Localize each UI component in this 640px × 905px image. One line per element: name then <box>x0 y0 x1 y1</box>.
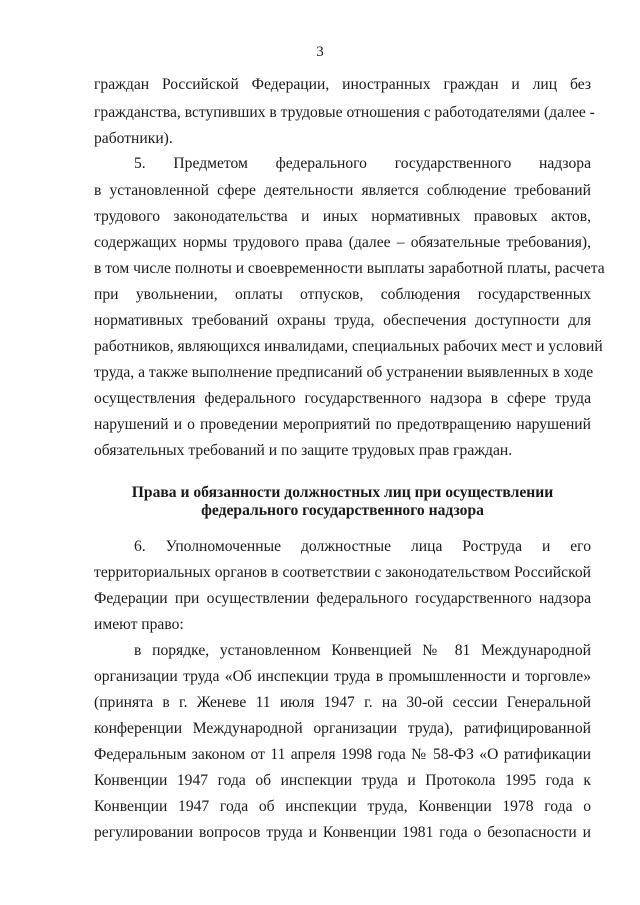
text-line: нормативных требований охраны труда, обеспечения доступности для <box>94 312 591 329</box>
page-number: 3 <box>316 44 324 60</box>
text-line: имеют право: <box>94 616 184 633</box>
text-line: работники). <box>94 130 173 147</box>
text-line: Федерации при осуществлении федерального государственного надзора <box>94 590 591 607</box>
text-line: организации труда «Об инспекции труда в промышленности и торговле» <box>94 668 591 685</box>
text-line: территориальных органов в соответствии с законодательством Российской <box>94 564 591 581</box>
text-line: при увольнении, оплаты отпусков, соблюдения государственных <box>94 286 591 303</box>
text-line: Федеральным законом от 11 апреля 1998 года № 58-ФЗ «О ратификации <box>94 746 591 763</box>
text-line: регулировании вопросов труда и Конвенции 1981 года о безопасности и <box>94 824 591 841</box>
text-line: Конвенции 1947 года об инспекции труда, Конвенции 1978 года о <box>94 798 591 815</box>
text-line: конференции Международной организации труда), ратифицированной <box>94 720 591 737</box>
section-heading: Права и обязанности должностных лиц при осуществлении <box>131 484 554 501</box>
text-line: нарушений и о проведении мероприятий по предотвращению нарушений <box>94 416 591 433</box>
text-line: работников, являющихся инвалидами, специальных рабочих мест и условий <box>94 338 603 355</box>
text-line: Конвенции 1947 года об инспекции труда и Протокола 1995 года к <box>94 772 591 789</box>
text-line: трудового законодательства и иных нормативных правовых актов, <box>94 208 591 225</box>
text-line: обязательных требований и по защите трудовых прав граждан. <box>94 442 513 459</box>
text-line: в том числе полноты и своевременности выплаты заработной платы, расчета <box>94 260 605 277</box>
paragraph-first-line: 6. Уполномоченные должностные лица Роструда и его <box>134 538 591 555</box>
text-line: гражданства, вступивших в трудовые отношения с работодателями (далее - <box>94 104 595 121</box>
section-heading: федерального государственного надзора <box>201 502 484 519</box>
text-line: осуществления федерального государственного надзора в сфере труда <box>94 390 591 407</box>
text-line: (принята в г. Женеве 11 июля 1947 г. на 30-ой сессии Генеральной <box>94 694 591 711</box>
text-line: содержащих нормы трудового права (далее – обязательные требования), <box>94 234 591 251</box>
text-line: граждан Российской Федерации, иностранных граждан и лиц без <box>94 76 591 93</box>
paragraph-first-line: в порядке, установленном Конвенцией № 81 Международной <box>134 642 591 659</box>
text-line: труда, а также выполнение предписаний об устранении выявленных в ходе <box>94 364 594 381</box>
paragraph-first-line: 5. Предметом федерального государственного надзора <box>134 155 591 172</box>
text-line: в установленной сфере деятельности является соблюдение требований <box>94 182 591 199</box>
